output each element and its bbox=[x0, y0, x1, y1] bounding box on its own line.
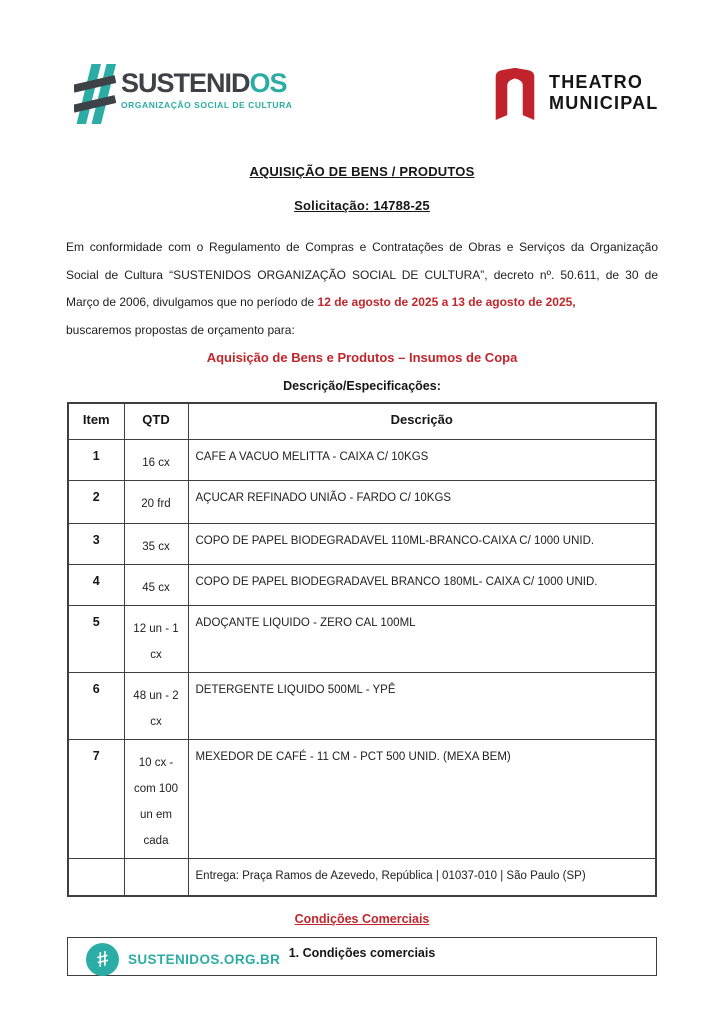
sustenidos-logo bbox=[74, 62, 292, 126]
item-cell: 5 bbox=[68, 605, 124, 672]
hash-icon bbox=[74, 62, 116, 126]
document-title: AQUISIÇÃO DE BENS / PRODUTOS bbox=[249, 164, 475, 179]
table-row bbox=[68, 439, 656, 480]
item-cell: 2 bbox=[68, 480, 124, 523]
sustenidos-tagline: ORGANIZAÇÃO SOCIAL DE CULTURA bbox=[121, 100, 293, 110]
footer bbox=[86, 943, 280, 976]
delivery-row bbox=[68, 858, 656, 896]
table-row bbox=[68, 605, 656, 672]
delivery-address-cell: Entrega: Praça Ramos de Azevedo, República | 01037-010 | São Paulo (SP) bbox=[188, 858, 656, 896]
spec-subheading: Descrição/Especificações: bbox=[283, 379, 441, 393]
date-range-highlight: 12 de agosto de 2025 a 13 de agosto de 2025, bbox=[317, 295, 576, 309]
hash-circle-icon: # bbox=[86, 943, 119, 976]
desc-cell: CAFE A VACUO MELITTA - CAIXA C/ 10KGS bbox=[188, 439, 656, 480]
items-table bbox=[67, 402, 657, 897]
table-row bbox=[68, 480, 656, 523]
qtd-cell: 12 un - 1 cx bbox=[124, 605, 188, 672]
section-heading: Aquisição de Bens e Produtos – Insumos de Copa bbox=[206, 350, 518, 365]
desc-cell: AÇUCAR REFINADO UNIÃO - FARDO C/ 10KGS bbox=[188, 480, 656, 523]
qtd-cell: 45 cx bbox=[124, 564, 188, 605]
table-header-item: Item bbox=[68, 403, 124, 439]
arch-icon bbox=[492, 66, 538, 120]
intro-before-date: Em conformidade com o Regulamento de Compras e Contratações de Obras e Serviços da Organização Social de Cultura “SUSTENIDOS ORGANIZAÇÃO SOCIAL DE CULTURA”, decreto nº. 50.611, de 30 de Março de 2006, divulgamos que no período de bbox=[66, 240, 658, 309]
solicitacao-number: Solicitação: 14788-25 bbox=[294, 198, 430, 213]
sustenidos-name: SUSTENIDOS bbox=[121, 68, 287, 98]
table-header-qtd: QTD bbox=[124, 403, 188, 439]
item-cell: 6 bbox=[68, 672, 124, 739]
qtd-cell: 10 cx - com 100 un em cada bbox=[124, 739, 188, 858]
table-header-desc: Descrição bbox=[188, 403, 656, 439]
desc-cell: MEXEDOR DE CAFÉ - 11 CM - PCT 500 UNID. (MEXA BEM) bbox=[188, 739, 656, 858]
qtd-cell: 48 un - 2 cx bbox=[124, 672, 188, 739]
table-row bbox=[68, 739, 656, 858]
table-row bbox=[68, 523, 656, 564]
desc-cell: DETERGENTE LIQUIDO 500ML - YPÊ bbox=[188, 672, 656, 739]
theatro-line2: MUNICIPAL bbox=[549, 93, 659, 113]
item-cell bbox=[68, 858, 124, 896]
footer-site-link: SUSTENIDOS.ORG.BR bbox=[128, 952, 281, 967]
theatro-line1: THEATRO bbox=[549, 72, 644, 92]
item-cell: 1 bbox=[68, 439, 124, 480]
desc-cell: COPO DE PAPEL BIODEGRADAVEL 110ML-BRANCO-CAIXA C/ 1000 UNID. bbox=[188, 523, 656, 564]
intro-paragraph bbox=[66, 234, 658, 344]
theatro-municipal-logo bbox=[492, 66, 658, 120]
table-row bbox=[68, 564, 656, 605]
item-cell: 4 bbox=[68, 564, 124, 605]
theatro-wordmark bbox=[549, 66, 658, 114]
item-cell: 7 bbox=[68, 739, 124, 858]
qtd-cell bbox=[124, 858, 188, 896]
qtd-cell: 16 cx bbox=[124, 439, 188, 480]
desc-cell: COPO DE PAPEL BIODEGRADAVEL BRANCO 180ML- CAIXA C/ 1000 UNID. bbox=[188, 564, 656, 605]
qtd-cell: 35 cx bbox=[124, 523, 188, 564]
sustenidos-wordmark bbox=[121, 62, 292, 110]
table-row bbox=[68, 672, 656, 739]
table-header-row bbox=[68, 403, 656, 439]
qtd-cell: 20 frd bbox=[124, 480, 188, 523]
desc-cell: ADOÇANTE LIQUIDO - ZERO CAL 100ML bbox=[188, 605, 656, 672]
item-cell: 3 bbox=[68, 523, 124, 564]
intro-after-date: buscaremos propostas de orçamento para: bbox=[66, 322, 295, 337]
conditions-heading: Condições Comerciais bbox=[294, 912, 430, 926]
conditions-box: 1. Condições comerciais bbox=[67, 937, 657, 976]
